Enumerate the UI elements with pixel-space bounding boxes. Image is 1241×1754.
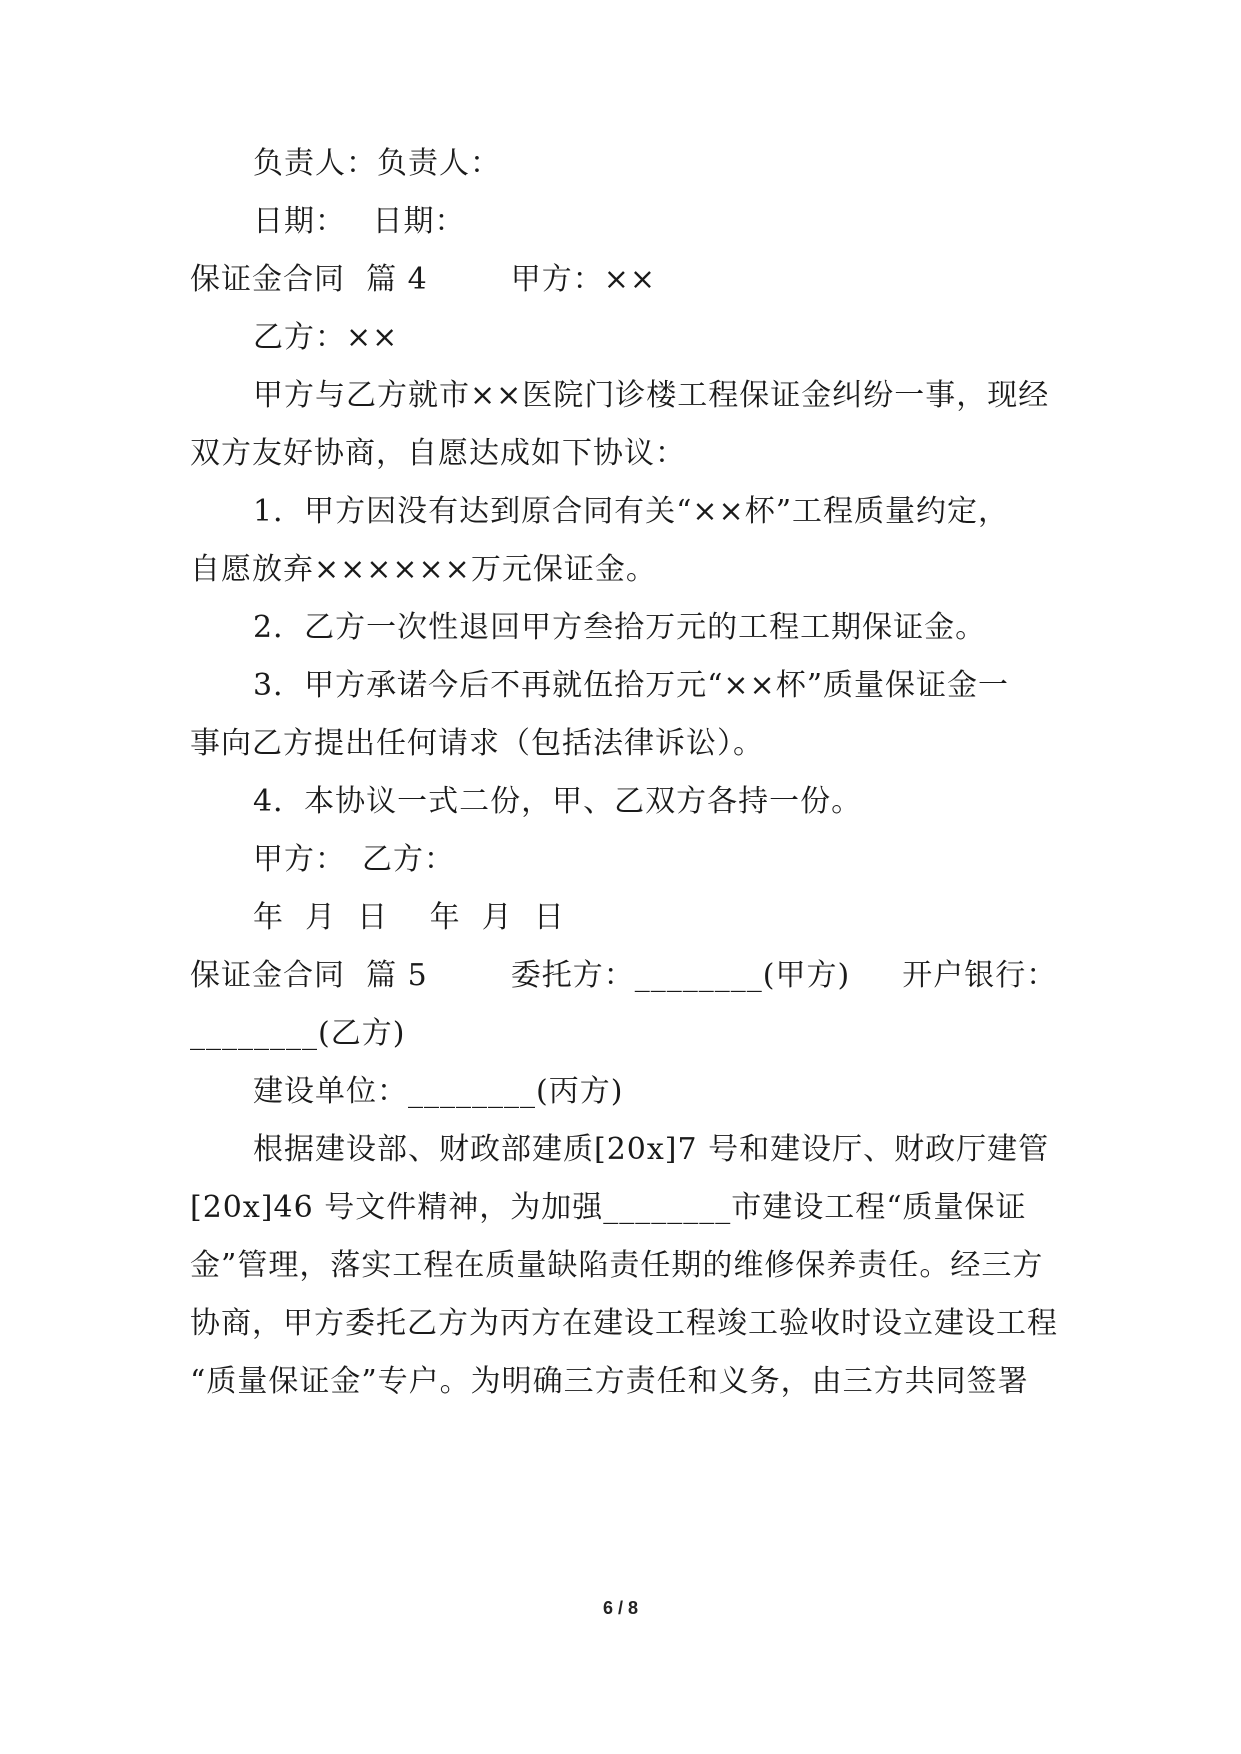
paragraph-line: 双方友好协商，自愿达成如下协议： <box>190 436 686 471</box>
responsible-person-line: 负责人：负责人： <box>253 146 501 181</box>
paragraph-line: 金”管理，落实工程在质量缺陷责任期的维修保养责任。经三方 <box>190 1248 1044 1283</box>
paragraph-line: [20x]46 号文件精神，为加强________市建设工程“质量保证 <box>190 1190 1027 1225</box>
section-heading-4: 保证金合同 篇 4 甲方：×× <box>190 262 657 297</box>
paragraph-line: “质量保证金”专户。为明确三方责任和义务，由三方共同签署 <box>190 1364 1029 1399</box>
construction-unit-line: 建设单位：________(丙方) <box>253 1074 624 1109</box>
page-number: 6 / 8 <box>602 1598 639 1618</box>
signature-parties-line: 甲方： 乙方： <box>253 842 455 877</box>
party-b-blank-line: ________(乙方) <box>190 1016 406 1051</box>
clause-1-line: 1．甲方因没有达到原合同有关“××杯”工程质量约定， <box>253 494 1010 529</box>
date-line: 日期： 日期： <box>253 204 466 239</box>
clause-1-line: 自愿放弃××××××万元保证金。 <box>190 552 657 587</box>
paragraph-line: 协商，甲方委托乙方为丙方在建设工程竣工验收时设立建设工程 <box>190 1306 1058 1341</box>
paragraph-line: 根据建设部、财政部建质[20x]7 号和建设厅、财政厅建管 <box>253 1132 1050 1167</box>
clause-3-line: 事向乙方提出任何请求（包括法律诉讼）。 <box>190 726 764 761</box>
clause-2-line: 2．乙方一次性退回甲方叁拾万元的工程工期保证金。 <box>253 610 987 645</box>
clause-3-line: 3．甲方承诺今后不再就伍拾万元“××杯”质量保证金一 <box>253 668 1010 703</box>
signature-date-line: 年 月 日 年 月 日 <box>253 900 565 935</box>
section-heading-5: 保证金合同 篇 5 委托方：________(甲方) 开户银行： <box>190 958 1058 993</box>
party-b-line: 乙方：×× <box>253 320 399 355</box>
paragraph-line: 甲方与乙方就市××医院门诊楼工程保证金纠纷一事，现经 <box>253 378 1050 413</box>
clause-4-line: 4．本协议一式二份，甲、乙双方各持一份。 <box>253 784 863 819</box>
